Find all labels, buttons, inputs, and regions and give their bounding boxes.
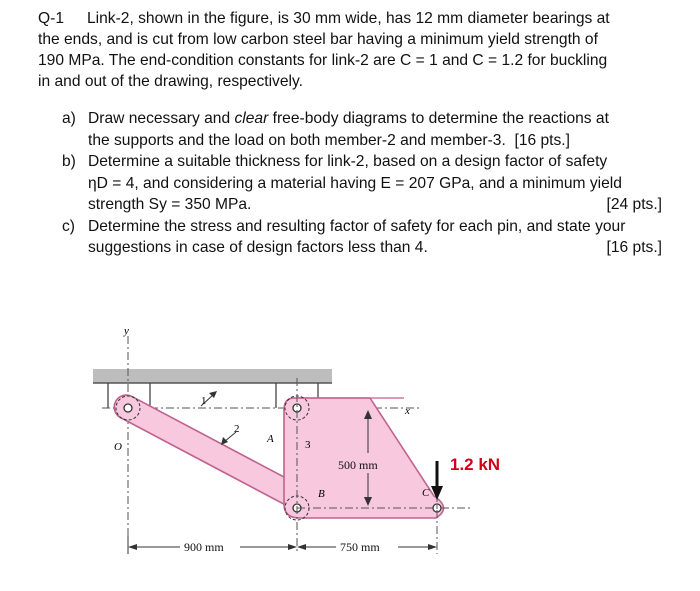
x-axis-label: x	[405, 405, 410, 417]
part-b	[62, 151, 672, 216]
part-c-line-2: suggestions in case of design factors less than 4.	[88, 239, 428, 256]
part-a-line-1: Draw necessary and	[88, 110, 235, 127]
part-b-label: b)	[62, 153, 76, 170]
y-axis-label: y	[124, 325, 129, 337]
question-number: Q-1	[38, 10, 64, 27]
dim-900-arrow-right	[288, 544, 297, 550]
part-b-line-2: ηD = 4, and considering a material having E = 207 GPa, and a minimum yield	[88, 174, 622, 192]
member-1-label: 1	[201, 395, 207, 407]
member-2-label: 2	[234, 423, 240, 435]
dim-750-label: 750 mm	[340, 540, 380, 554]
part-a-points: [16 pts.]	[514, 131, 570, 149]
question-line-3: 190 MPa. The end-condition constants for link-2 are C = 1 and C = 1.2 for buckling	[38, 52, 608, 69]
part-c	[62, 216, 672, 259]
part-b-line-1: Determine a suitable thickness for link-2, based on a design factor of safety	[88, 153, 608, 170]
pin-o	[124, 404, 132, 412]
part-a-line-1-end: free-body diagrams to determine the reactions at	[268, 110, 609, 127]
point-c-label: C	[422, 487, 430, 499]
question-text	[38, 8, 668, 92]
part-c-label: c)	[62, 217, 75, 235]
question-line-2: the ends, and is cut from low carbon steel bar having a minimum yield strength of	[38, 31, 598, 48]
dim-500-label: 500 mm	[338, 458, 378, 472]
dim-900-label: 900 mm	[184, 540, 224, 554]
question-line-1: Link-2, shown in the figure, is 30 mm wide, has 12 mm diameter bearings at	[87, 10, 610, 27]
part-c-line-1: Determine the stress and resulting factor of safety for each pin, and state your	[88, 217, 626, 235]
member-3-label: 3	[305, 439, 311, 451]
part-a-line-2: the supports and the load on both member-2 and member-3.	[88, 131, 506, 149]
linkage-figure	[0, 318, 700, 591]
point-b-label: B	[318, 488, 325, 500]
part-c-points: [16 pts.]	[606, 239, 662, 256]
dim-900-arrow-left	[128, 544, 137, 550]
ground-support	[93, 369, 332, 383]
question-line-4: in and out of the drawing, respectively.	[38, 73, 303, 90]
question-parts	[62, 108, 672, 259]
linkage-diagram	[0, 318, 700, 591]
dim-750-arrow-right	[428, 544, 437, 550]
part-b-points: [24 pts.]	[606, 196, 662, 213]
part-a-label: a)	[62, 110, 76, 127]
point-a-label: A	[267, 433, 274, 445]
dim-750-arrow-left	[297, 544, 306, 550]
part-a	[62, 108, 672, 151]
point-o-label: O	[114, 441, 122, 453]
label-2-arrow	[221, 437, 228, 445]
part-b-line-3: strength Sy = 350 MPa.	[88, 196, 252, 213]
load-label: 1.2 kN	[450, 455, 501, 474]
part-a-emphasis: clear	[234, 110, 269, 127]
